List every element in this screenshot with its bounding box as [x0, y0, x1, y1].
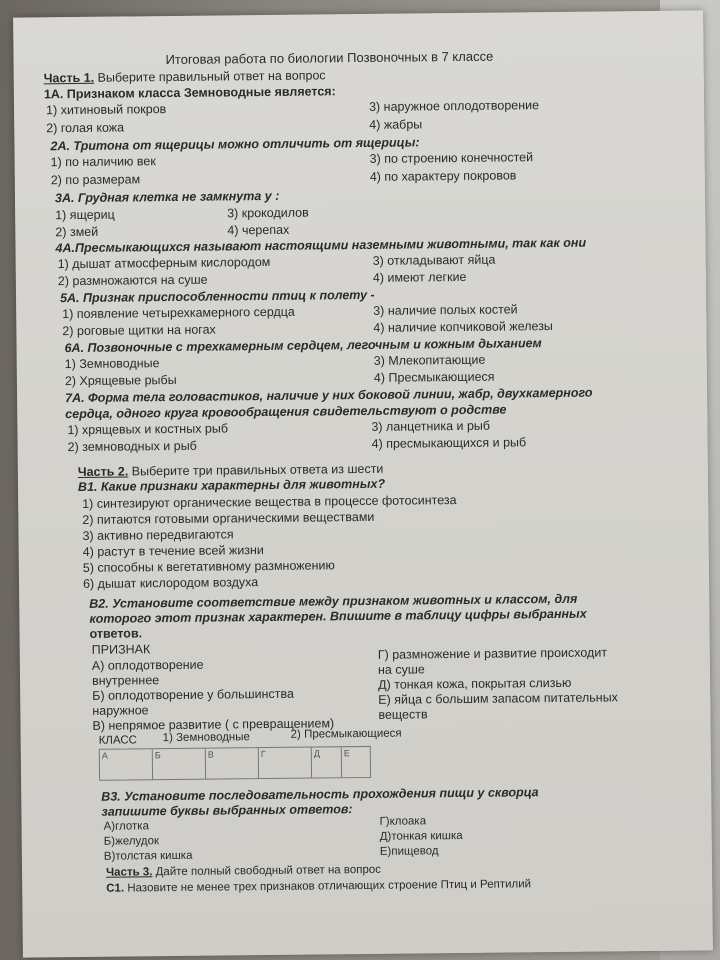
question-4a: 4А.Пресмыкающихся называют настоящими наземными животными, так как они [55, 235, 587, 256]
answer-6a-3: 3) Млекопитающие [373, 352, 486, 368]
answer-1a-4: 4) жабры [369, 117, 423, 132]
question-7a-line2: сердца, одного круга кровообращения свидетельствуют о родстве [65, 402, 507, 422]
sign-a-line1: А) оплодотворение [91, 657, 204, 673]
question-1a: 1А. Признаком класса Земноводные является: [43, 84, 336, 102]
question-b2-line2: которого этот признак характерен. Впишите в таблицу цифры выбранных [89, 606, 587, 626]
question-b3-line1: В3. Установите последовательность прохождения пищи у скворца [101, 785, 539, 804]
sign-g-line1: Г) размножение и развитие происходит [377, 645, 608, 662]
b3-option-v: В)толстая кишка [103, 849, 193, 863]
b3-option-e: Е)пищевод [379, 845, 439, 858]
answer-b1-5: 5) способны к вегетативному размножению [82, 558, 335, 575]
answer-7a-3: 3) ланцетника и рыб [371, 418, 491, 434]
answer-b1-6: 6) дышат кислородом воздуха [82, 575, 259, 591]
sign-b-line1: Б) оплодотворение у большинства [92, 686, 295, 703]
question-c1: С1. Назовите не менее трех признаков отличающих строение Птиц и Рептилий [106, 878, 532, 895]
answer-4a-4: 4) имеют легкие [372, 269, 467, 285]
sign-g-line2: на суше [377, 662, 425, 677]
sign-e-line1: Е) яйца с большим запасом питательных [378, 690, 618, 707]
answer-2a-2: 2) по размерам [50, 172, 141, 188]
sign-d: Д) тонкая кожа, покрытая слизью [378, 675, 572, 692]
table-cell-e[interactable]: Е [343, 748, 350, 759]
question-b1: В1. Какие признаки характерны для животных? [77, 476, 386, 494]
question-b3-line2: запишите буквы выбранных ответов: [101, 802, 353, 819]
answer-b1-4: 4) растут в течение всей жизни [82, 543, 264, 559]
answer-7a-1: 1) хрящевых и костных рыб [67, 421, 229, 438]
question-3a: 3А. Грудная клетка не замкнута у : [54, 188, 280, 206]
answer-7a-2: 2) земноводных и рыб [67, 438, 197, 455]
answer-b1-1: 1) синтезируют органические вещества в процессе фотосинтеза [82, 493, 457, 511]
table-cell-d[interactable]: Д [312, 747, 342, 777]
sign-b-line2: наружное [92, 703, 149, 718]
sign-e-line2: веществ [378, 707, 428, 722]
test-sheet [13, 10, 713, 957]
answer-5a-3: 3) наличие полых костей [373, 302, 518, 318]
b3-option-b: Б)желудок [103, 835, 160, 848]
class-label: КЛАСС [98, 734, 138, 747]
answer-7a-4: 4) пресмыкающихся и рыб [371, 435, 527, 451]
answer-6a-4: 4) Пресмыкающиеся [373, 369, 495, 385]
answer-1a-3: 3) наружное оплодотворение [368, 98, 540, 114]
question-5a: 5А. Признак приспособленности птиц к полету - [59, 287, 375, 306]
answer-3a-3: 3) крокодилов [227, 205, 309, 221]
b3-option-d: Д)тонкая кишка [379, 829, 463, 843]
class-1: 1) Земноводные [162, 731, 250, 745]
answer-4a-2: 2) размножаются на суше [57, 272, 208, 289]
question-b2-line1: В2. Установите соответствие между признаком животных и классом, для [89, 591, 578, 611]
answer-6a-2: 2) Хрящевые рыбы [64, 372, 177, 389]
answer-5a-2: 2) роговые щитки на ногах [62, 322, 216, 339]
table-cell-g[interactable]: Г [259, 748, 312, 779]
answer-b1-2: 2) питаются готовыми органическими веществами [82, 509, 375, 527]
sign-label: ПРИЗНАК [91, 642, 151, 657]
sign-a-line2: внутреннее [91, 673, 160, 688]
b3-option-a: А)глотка [103, 820, 150, 833]
answer-1a-1: 1) хитиновый покров [45, 102, 167, 118]
question-2a: 2А. Тритона от ящерицы можно отличить от ящерицы: [50, 135, 420, 154]
sheet-title: Итоговая работа по биологии Позвоночных в 7 классе [165, 48, 494, 68]
answer-4a-1: 1) дышат атмосферным кислородом [57, 254, 271, 272]
answer-b1-3: 3) активно передвигаются [82, 527, 234, 543]
question-b2-line3: ответов. [89, 626, 143, 641]
answer-1a-2: 2) голая кожа [46, 120, 125, 136]
b3-option-g: Г)клоака [379, 815, 427, 828]
answer-3a-2: 2) змей [55, 224, 99, 240]
question-7a-line1: 7А. Форма тела головастиков, наличие у них боковой линии, жабр, двухкамерного [65, 385, 593, 406]
answer-2a-3: 3) по строению конечностей [369, 150, 534, 166]
answer-4a-3: 3) откладывают яйца [372, 252, 496, 268]
table-cell-v[interactable]: В [206, 748, 259, 779]
answer-6a-1: 1) Земноводные [64, 356, 160, 372]
question-6a: 6А. Позвоночные с трехкамерным сердцем, легочным и кожным дыханием [64, 336, 542, 356]
sign-v: В) непрямое развитие ( с превращением) [92, 716, 335, 733]
answer-table [99, 746, 371, 781]
answer-5a-1: 1) появление четырехкамерного сердца [62, 304, 295, 322]
table-cell-a[interactable]: А [100, 749, 153, 780]
part2-header: Часть 2. Выберите три правильных ответа из шести [77, 461, 384, 479]
class-2: 2) Пресмыкающиеся [290, 727, 402, 741]
part1-header: Часть 1. Выберите правильный ответ на вопрос [43, 68, 326, 86]
part3-header: Часть 3. Дайте полный свободный ответ на вопрос [105, 863, 382, 879]
answer-3a-4: 4) черепах [227, 222, 290, 238]
answer-2a-4: 4) по характеру покровов [369, 168, 517, 184]
answer-2a-1: 1) по наличию век [50, 154, 156, 170]
answer-5a-4: 4) наличие копчиковой железы [373, 319, 553, 335]
table-cell-b[interactable]: Б [153, 749, 206, 780]
answer-3a-1: 1) ящериц [55, 207, 115, 223]
